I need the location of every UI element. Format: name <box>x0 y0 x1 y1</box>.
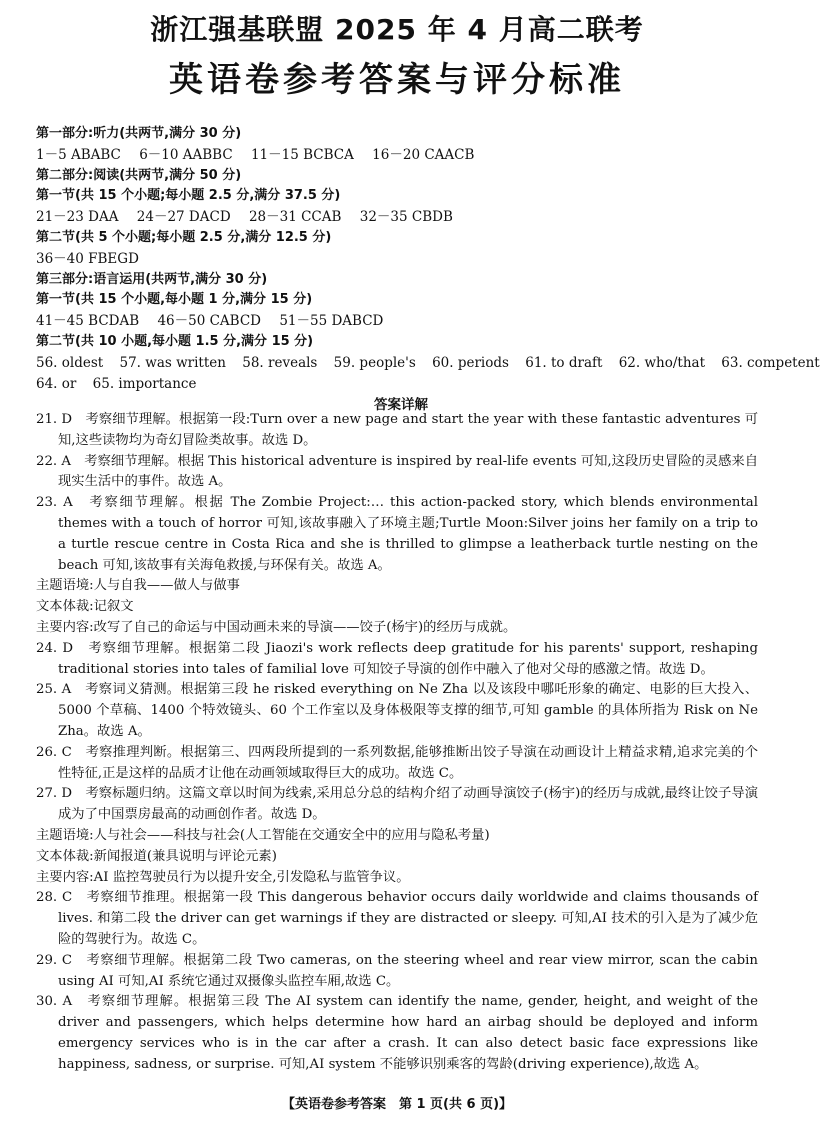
answer-group: 16－20 CAACB <box>372 146 475 163</box>
explanation-q22: 22. A 考察细节理解。根据 This historical adventure is inspired by real-life events 可知,这段历史冒险的灵感来自现实生活中的事件。故选 A。 <box>36 453 758 490</box>
fill-answer: 63. competent <box>721 354 820 371</box>
explanation-q29: 29. C 考察细节理解。根据第二段 Two cameras, on the steering wheel and rear view mirror, scan the cabin using AI 可知,AI 系统它通过双摄像头监控车厢,故选 C。 <box>36 952 758 989</box>
part2-heading: 第二部分:阅读(共两节,满分 50 分) <box>36 167 242 183</box>
part2-section1-heading: 第一节(共 15 个小题;每小题 2.5 分,满分 37.5 分) <box>36 188 341 204</box>
answer-group: 6－10 AABBC <box>139 146 233 163</box>
passage-b-summary: 主要内容:改写了自己的命运与中国动画未来的导演——饺子(杨宇)的经历与成就。 <box>36 619 517 635</box>
part2-section2-heading: 第二节(共 5 个小题;每小题 2.5 分,满分 12.5 分) <box>36 229 332 245</box>
exam-title: 浙江强基联盟 2025 年 4 月高二联考 <box>150 13 644 46</box>
passage-b-theme: 主题语境:人与自我——做人与做事 <box>36 578 240 594</box>
part1-answers <box>36 145 766 166</box>
answer-group: 24－27 DACD <box>136 209 231 226</box>
fill-answers-row1 <box>36 353 820 374</box>
part3-section1-heading: 第一节(共 15 个小题,每小题 1 分,满分 15 分) <box>36 292 313 308</box>
answer-group: 21－23 DAA <box>36 209 119 226</box>
fill-answer: 61. to draft <box>525 354 603 371</box>
page-footer: 【英语卷参考答案 第 1 页(共 6 页)】 <box>281 1097 513 1112</box>
answer-group: 51－55 DABCD <box>279 313 384 330</box>
fill-answer: 57. was written <box>119 354 226 371</box>
answer-group: 28－31 CCAB <box>248 209 342 226</box>
explanation-q28: 28. C 考察细节推理。根据第一段 This dangerous behavior occurs daily worldwide and claims thousands of lives. 和第二段 the driver can get warnings if they are distracted or sleepy. 可知,AI 技术的引入是为了减少危险的驾驶行为。故选 C。 <box>36 890 758 947</box>
explanation-q24: 24. D 考察细节理解。根据第二段 Jiaozi's work reflects deep gratitude for his parents' support, reshaping traditional stories into tales of familial love 可知饺子导演的创作中融入了他对父母的感激之情。故选 D。 <box>36 640 758 677</box>
details-heading: 答案详解 <box>374 397 428 414</box>
fill-answer: 65. importance <box>92 375 197 392</box>
part3-section2-heading: 第二节(共 10 小题,每小题 1.5 分,满分 15 分) <box>36 333 314 349</box>
answer-group: 32－35 CBDB <box>359 209 453 226</box>
answer-group: 46－50 CABCD <box>157 313 262 330</box>
passage-c-genre: 文本体裁:新闻报道(兼具说明与评论元素) <box>36 848 277 864</box>
answer-group: 41－45 BCDAB <box>36 313 140 330</box>
explanation-q21: 21. D 考察细节理解。根据第一段:Turn over a new page and start the year with these fantastic adventures 可知,这些读物均为奇幻冒险类故事。故选 D。 <box>36 412 758 448</box>
part1-heading: 第一部分:听力(共两节,满分 30 分) <box>36 126 242 141</box>
passage-b-genre: 文本体裁:记叙文 <box>36 599 134 615</box>
part3-heading: 第三部分:语言运用(共两节,满分 30 分) <box>36 271 268 287</box>
part2-section1-answers <box>36 207 766 228</box>
document-title: 英语卷参考答案与评分标准 <box>169 60 625 100</box>
answer-key-section <box>36 124 820 416</box>
explanation-q27: 27. D 考察标题归纳。这篇文章以时间为线索,采用总分总的结构介绍了动画导演饺子(杨宇)的经历与成就,最终让饺子导演成为了中国票房最高的动画创作者。故选 D。 <box>36 786 758 823</box>
part2-section2-answers <box>36 249 766 270</box>
answer-group: 1－5 ABABC <box>36 146 121 163</box>
fill-answer: 64. or <box>36 375 77 392</box>
fill-answer: 58. reveals <box>242 354 318 371</box>
passage-c-theme: 主题语境:人与社会——科技与社会(人工智能在交通安全中的应用与隐私考量) <box>36 827 490 843</box>
fill-answer: 59. people's <box>333 354 416 371</box>
part3-section1-answers <box>36 311 766 332</box>
fill-answer: 56. oldest <box>36 354 104 371</box>
fill-answer: 60. periods <box>432 354 509 371</box>
answer-group: 36－40 FBEGD <box>36 250 139 267</box>
fill-answers-row2 <box>36 374 766 395</box>
answer-details <box>36 410 758 1076</box>
answer-group: 11－15 BCBCA <box>250 146 354 163</box>
explanation-q30: 30. A 考察细节理解。根据第三段 The AI system can identify the name, gender, height, and weight of the driver and passengers, which helps determine how hard an airbag should be deployed and inform emergency services who is in the car after a crash. It can also detect basic face expressions like happiness, sadness, or surprise. 可知,AI system 不能够识别乘客的驾龄(driving experience),故选 A。 <box>36 994 758 1072</box>
fill-answer: 62. who/that <box>618 354 705 371</box>
passage-c-summary: 主要内容:AI 监控驾驶员行为以提升安全,引发隐私与监管争议。 <box>36 869 410 885</box>
explanation-q26: 26. C 考察推理判断。根据第三、四两段所提到的一系列数据,能够推断出饺子导演在动画设计上精益求精,追求完美的个性特征,正是这样的品质才让他在动画领域取得巨大的成功。故选 C。 <box>36 744 758 781</box>
explanation-q23: 23. A 考察细节理解。根据 The Zombie Project:… this action-packed story, which blends environmental themes with a touch of horror 可知,该故事融入了环境主题;Turtle Moon:Silver joins her family on a trip to a turtle rescue centre in Costa Rica and she is thrilled to glimpse a leatherback turtle nesting on the beach 可知,该故事有关海龟救援,与环保有关。故选 A。 <box>36 495 758 573</box>
explanation-q25: 25. A 考察词义猜测。根据第三段 he risked everything on Ne Zha 以及该段中哪吒形象的确定、电影的巨大投入、5000 个草稿、1400 个特效镜头、60 个工作室以及身体极限等支撑的细节,可知 gamble 的具体所指为 Risk on Ne Zha。故选 A。 <box>36 682 758 739</box>
